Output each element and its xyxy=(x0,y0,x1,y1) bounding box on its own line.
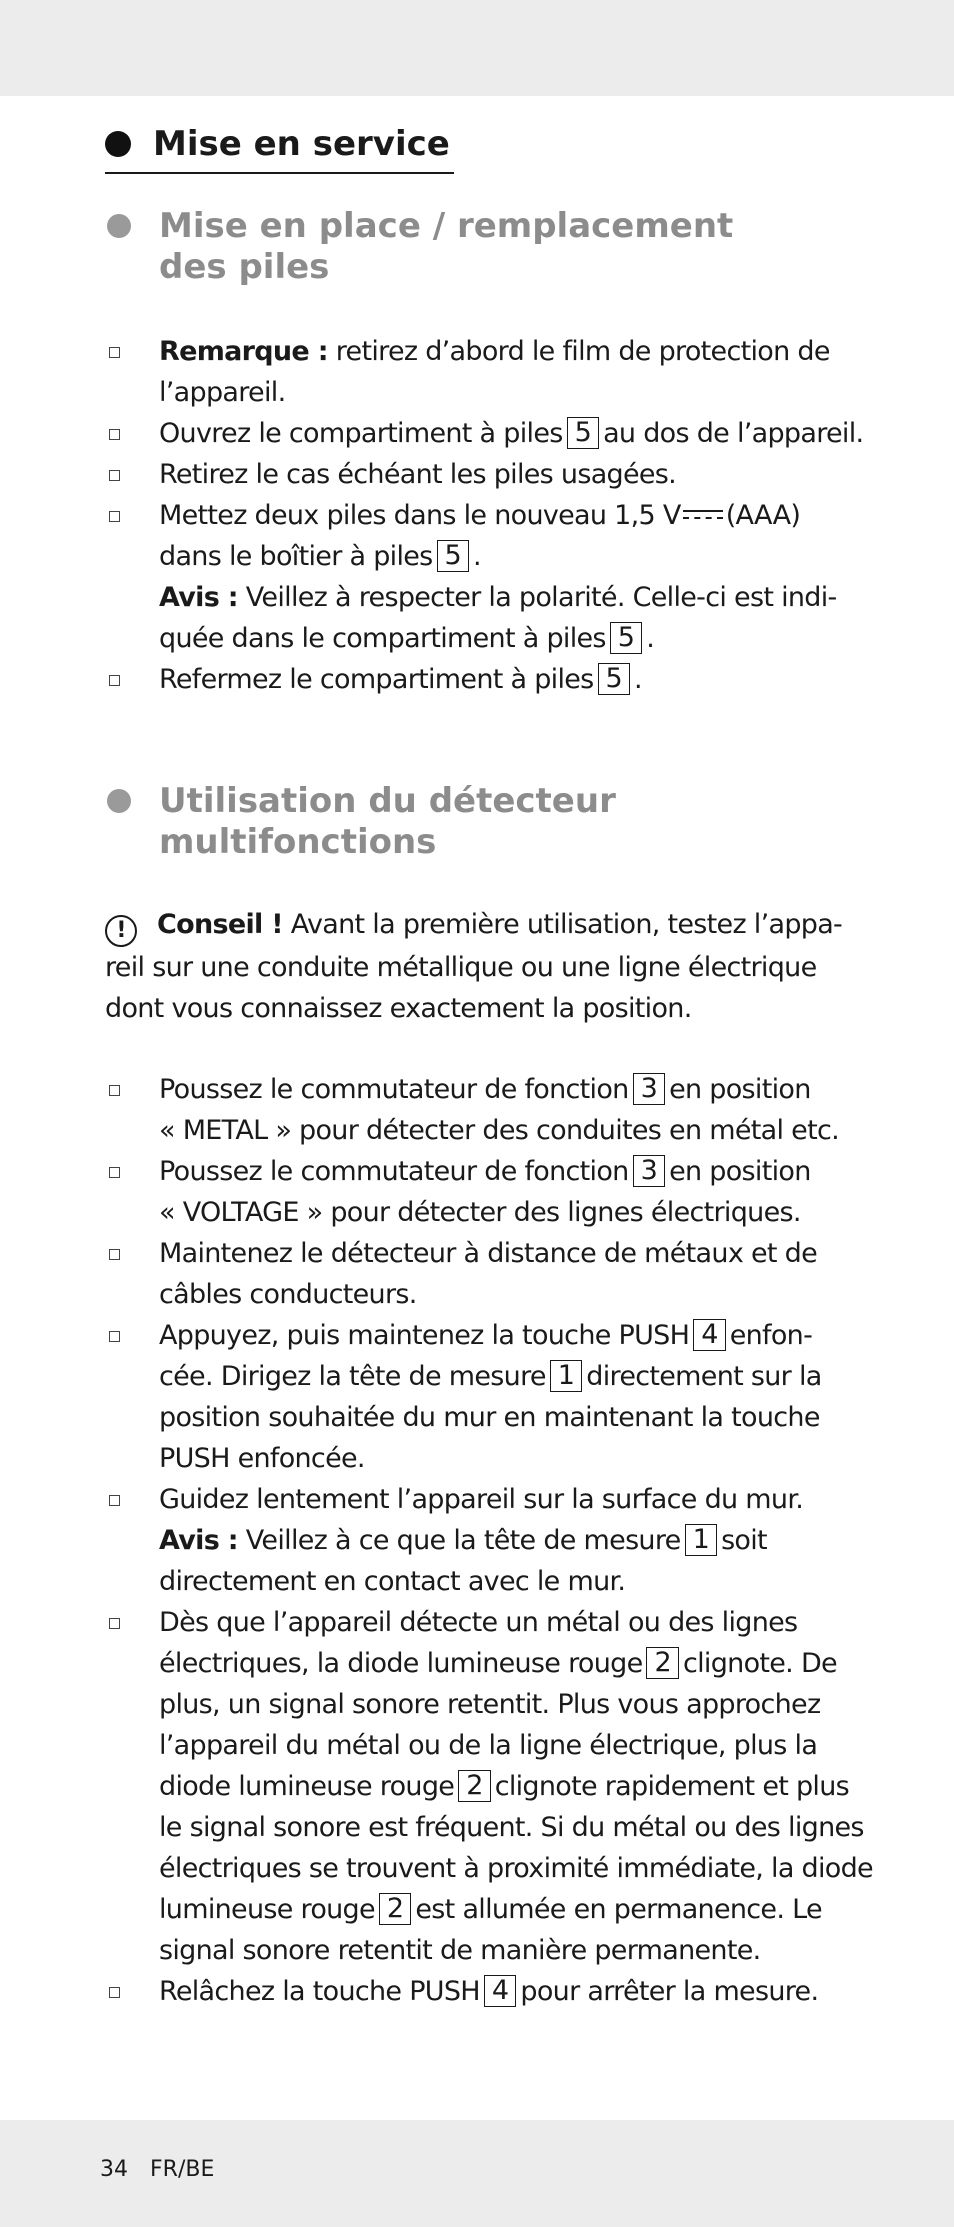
conseil-label: Conseil ! xyxy=(157,909,283,940)
step-text: retirez d’abord le film de protection de xyxy=(335,336,830,367)
step-text: . xyxy=(646,623,655,654)
step-text: plus, un signal sonore retentit. Plus vous approchez xyxy=(159,1689,821,1720)
part-reference: 1 xyxy=(685,1524,717,1556)
step-text: au dos de l’appareil. xyxy=(603,418,864,449)
step-text: électriques, la diode lumineuse rouge xyxy=(159,1648,643,1679)
list-item xyxy=(105,659,850,700)
checkbox-bullet-icon xyxy=(109,1085,120,1096)
checkbox-bullet-icon xyxy=(109,470,120,481)
avis-label: Avis : xyxy=(159,582,238,613)
part-reference: 2 xyxy=(379,1893,411,1925)
battery-steps-list xyxy=(105,331,864,700)
checkbox-bullet-icon xyxy=(109,675,120,686)
step-text: dans le boîtier à piles xyxy=(159,541,433,572)
list-item xyxy=(105,1315,850,1479)
step-text: PUSH enfoncée. xyxy=(159,1443,365,1474)
step-text: Maintenez le détecteur à distance de métaux et de xyxy=(159,1238,818,1269)
list-item xyxy=(105,1602,873,1971)
step-text: le signal sonore est fréquent. Si du métal ou des lignes xyxy=(159,1812,864,1843)
part-reference: 5 xyxy=(598,663,630,695)
part-reference: 2 xyxy=(646,1647,678,1679)
list-item xyxy=(105,1069,850,1151)
step-text: . xyxy=(473,541,481,572)
step-text: l’appareil du métal ou de la ligne électrique, plus la xyxy=(159,1730,818,1761)
bullet-dot-icon xyxy=(107,214,131,238)
step-text: en position xyxy=(669,1074,811,1105)
section-title xyxy=(105,122,454,174)
language-code: FR/BE xyxy=(150,2157,215,2182)
part-reference: 1 xyxy=(550,1360,582,1392)
list-item xyxy=(105,331,850,413)
step-text: l’appareil. xyxy=(159,377,286,408)
list-item xyxy=(105,495,850,659)
step-text: Appuyez, puis maintenez la touche PUSH xyxy=(159,1320,690,1351)
conseil-note xyxy=(105,904,850,1029)
conseil-text: reil sur une conduite métallique ou une ligne électrique xyxy=(105,952,817,983)
step-text: Mettez deux piles dans le nouveau 1,5 V xyxy=(159,500,681,531)
part-reference: 4 xyxy=(484,1975,516,2007)
step-text: soit xyxy=(721,1525,767,1556)
list-item xyxy=(105,1151,850,1233)
checkbox-bullet-icon xyxy=(109,1331,120,1342)
step-text: « METAL » pour détecter des conduites en métal etc. xyxy=(159,1115,840,1146)
remarque-label: Remarque : xyxy=(159,336,328,367)
step-text: . xyxy=(634,664,642,695)
step-text: enfon- xyxy=(729,1320,813,1351)
step-text: Ouvrez le compartiment à piles xyxy=(159,418,563,449)
step-text: Retirez le cas échéant les piles usagées. xyxy=(159,459,677,490)
exclamation-circle-icon: ! xyxy=(105,915,137,947)
list-item xyxy=(105,1971,850,2012)
step-text: est allumée en permanence. Le xyxy=(415,1894,822,1925)
list-item xyxy=(105,1233,850,1315)
part-reference: 5 xyxy=(437,540,469,572)
step-text: lumineuse rouge xyxy=(159,1894,375,1925)
step-text: clignote. De xyxy=(682,1648,837,1679)
step-text: diode lumineuse rouge xyxy=(159,1771,455,1802)
step-text: clignote rapidement et plus xyxy=(494,1771,850,1802)
step-text: en position xyxy=(669,1156,811,1187)
step-text: signal sonore retentit de manière permanente. xyxy=(159,1935,761,1966)
step-text: « VOLTAGE » pour détecter des lignes électriques. xyxy=(159,1197,801,1228)
direct-current-icon xyxy=(683,508,723,522)
list-item xyxy=(105,454,850,495)
list-item xyxy=(105,1479,850,1602)
step-text: cée. Dirigez la tête de mesure xyxy=(159,1361,546,1392)
checkbox-bullet-icon xyxy=(109,1618,120,1629)
step-text: câbles conducteurs. xyxy=(159,1279,417,1310)
step-text: Dès que l’appareil détecte un métal ou des lignes xyxy=(159,1607,798,1638)
page-footer xyxy=(100,2157,214,2182)
step-text: Guidez lentement l’appareil sur la surface du mur. xyxy=(159,1484,804,1515)
part-reference: 4 xyxy=(693,1319,725,1351)
step-text: électriques se trouvent à proximité immédiate, la diode xyxy=(159,1853,873,1884)
conseil-text: dont vous connaissez exactement la position. xyxy=(105,993,692,1024)
bullet-dot-icon xyxy=(107,789,131,813)
battery-heading-line2: des piles xyxy=(159,247,330,287)
step-text: pour arrêter la mesure. xyxy=(520,1976,819,2007)
step-text: position souhaitée du mur en maintenant la touche xyxy=(159,1402,820,1433)
step-text: directement en contact avec le mur. xyxy=(159,1566,626,1597)
checkbox-bullet-icon xyxy=(109,1495,120,1506)
step-text: Refermez le compartiment à piles xyxy=(159,664,594,695)
step-text: quée dans le compartiment à piles xyxy=(159,623,606,654)
part-reference: 2 xyxy=(458,1770,490,1802)
header-band xyxy=(0,0,954,96)
step-text: Poussez le commutateur de fonction xyxy=(159,1074,629,1105)
step-text: Veillez à ce que la tête de mesure xyxy=(245,1525,681,1556)
step-text: Relâchez la touche PUSH xyxy=(159,1976,480,2007)
step-text: (AAA) xyxy=(725,500,801,531)
section-title-text: Mise en service xyxy=(153,124,450,164)
usage-steps-list xyxy=(105,1069,873,2012)
checkbox-bullet-icon xyxy=(109,429,120,440)
step-text: Veillez à respecter la polarité. Celle-ci est indi- xyxy=(245,582,837,613)
usage-heading-line2: multifonctions xyxy=(159,822,437,862)
avis-label: Avis : xyxy=(159,1525,238,1556)
part-reference: 3 xyxy=(633,1073,665,1105)
part-reference: 5 xyxy=(567,417,599,449)
battery-heading-line1: Mise en place / remplacement xyxy=(159,206,734,246)
part-reference: 3 xyxy=(633,1155,665,1187)
checkbox-bullet-icon xyxy=(109,347,120,358)
step-text: directement sur la xyxy=(586,1361,822,1392)
checkbox-bullet-icon xyxy=(109,511,120,522)
conseil-text: Avant la première utilisation, testez l’appa- xyxy=(290,909,843,940)
list-item xyxy=(105,413,864,454)
part-reference: 5 xyxy=(610,622,642,654)
step-text: Poussez le commutateur de fonction xyxy=(159,1156,629,1187)
checkbox-bullet-icon xyxy=(109,1987,120,1998)
usage-heading-line1: Utilisation du détecteur xyxy=(159,781,616,821)
bullet-dot-icon xyxy=(105,131,131,157)
page-number: 34 xyxy=(100,2157,128,2182)
checkbox-bullet-icon xyxy=(109,1249,120,1260)
checkbox-bullet-icon xyxy=(109,1167,120,1178)
